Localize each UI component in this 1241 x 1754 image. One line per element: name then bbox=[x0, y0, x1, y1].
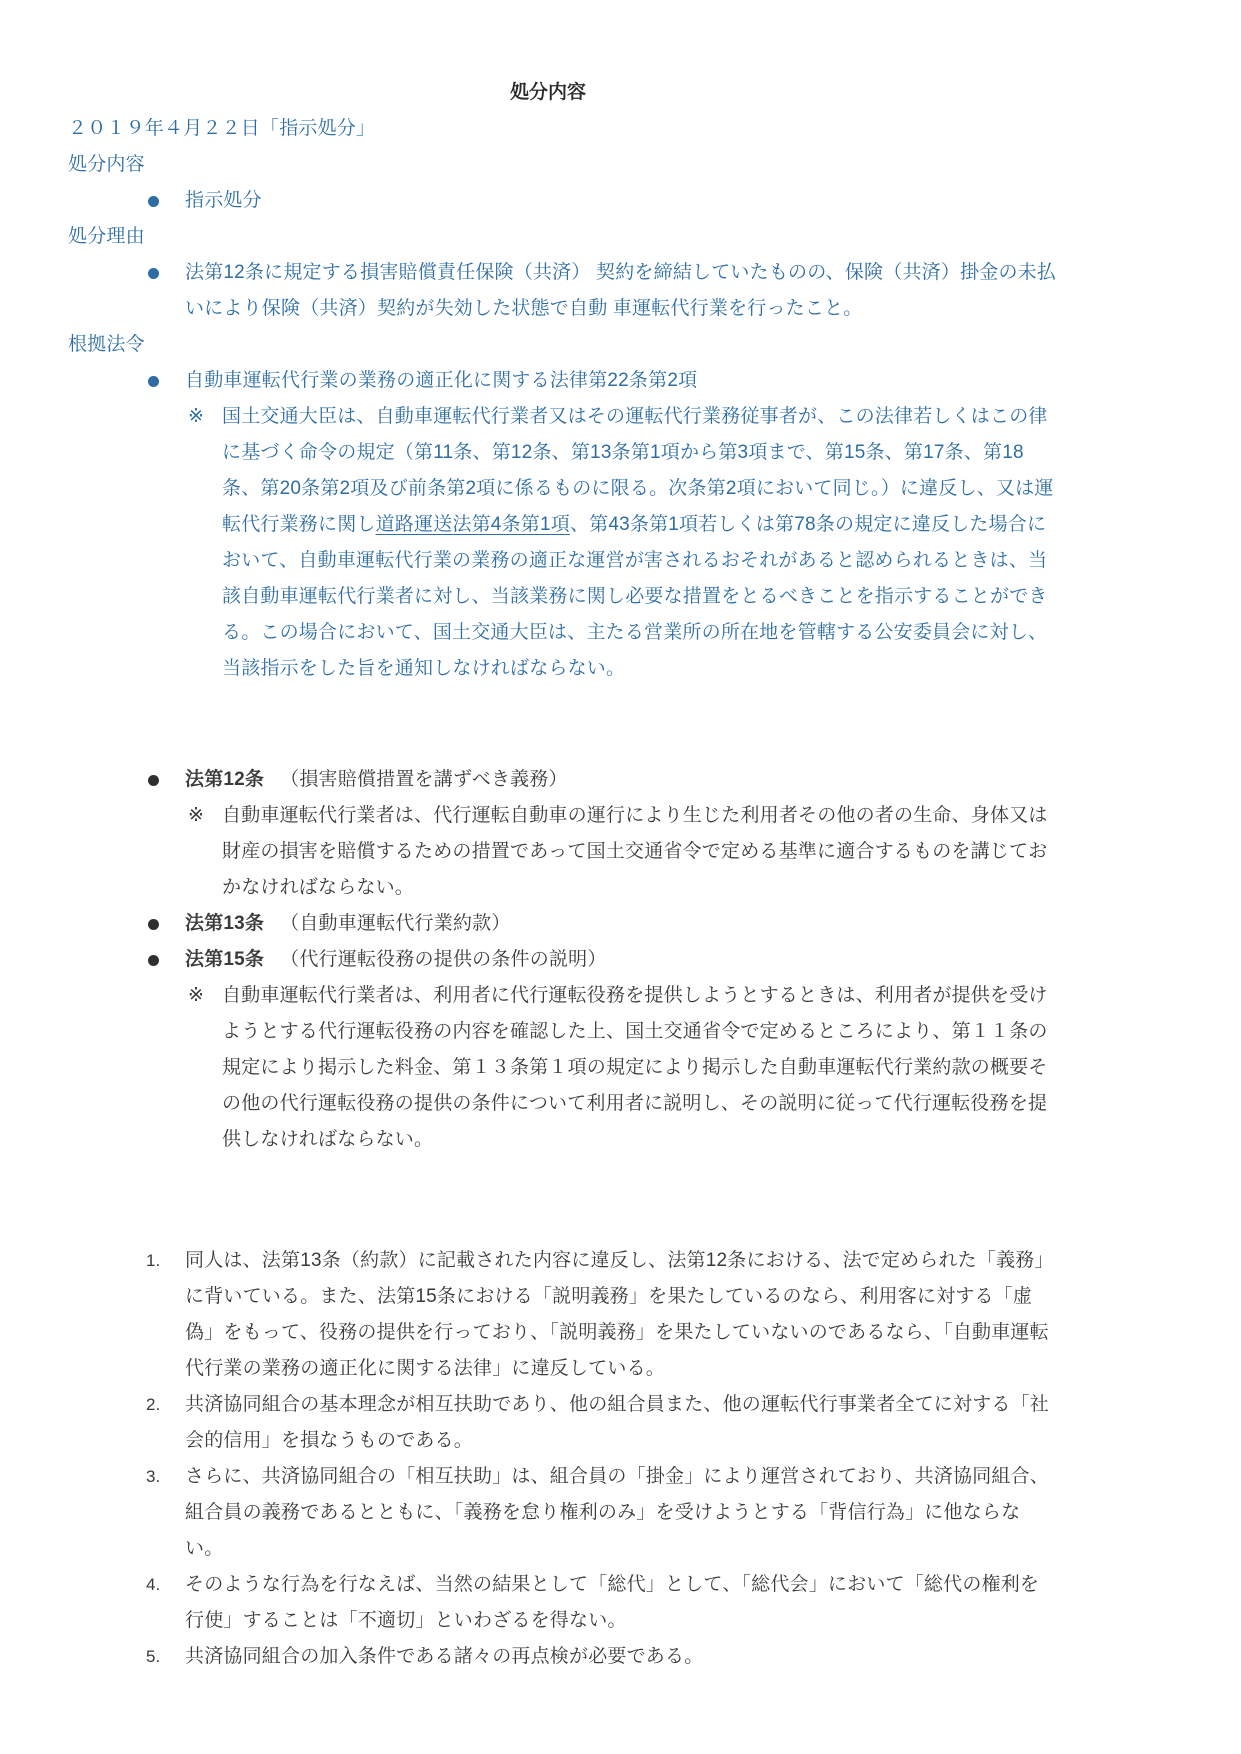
law-item-article12 bbox=[68, 762, 1058, 798]
law-item-text bbox=[185, 762, 568, 798]
list-item bbox=[68, 1387, 1058, 1459]
page-title: 処分内容 bbox=[509, 82, 586, 103]
disposition-reason-item bbox=[68, 255, 1058, 327]
list-item-number: 1. bbox=[146, 1251, 161, 1270]
conclusion-list bbox=[68, 1243, 1058, 1675]
cited-laws-section bbox=[68, 762, 1058, 1158]
section-label-disposition-content: 処分内容 bbox=[68, 154, 145, 175]
list-item-text: さらに、共済協同組合の「相互扶助」は、組合員の「掛金」により運営されており、共済協同組合、組合員の義務であるとともに、「義務を怠り権利のみ」を受けようとする「背信行為」に他ならない。 bbox=[185, 1466, 1050, 1559]
section-label-legal-basis: 根拠法令 bbox=[68, 334, 145, 355]
section-label-disposition-reason: 処分理由 bbox=[68, 226, 145, 247]
law-article12-note-text: 自動車運転代行業者は、代行運転自動車の運行により生じた利用者その他の者の生命、身体又は財産の損害を賠償するための措置であって国土交通省令で定める基準に適合するものを講じておかなければならない。 bbox=[222, 805, 1048, 898]
list-item-number: 5. bbox=[146, 1647, 161, 1666]
list-item bbox=[68, 1639, 1058, 1675]
law-article12-note bbox=[68, 798, 1058, 906]
bullet-icon bbox=[148, 955, 159, 966]
reference-mark-icon: ※ bbox=[188, 985, 204, 1006]
legal-basis-note bbox=[68, 399, 1058, 687]
law-item-text bbox=[185, 906, 511, 942]
bullet-icon bbox=[148, 268, 159, 279]
list-item-number: 2. bbox=[146, 1395, 161, 1414]
date-heading: ２０１９年４月２２日「指示処分」 bbox=[68, 118, 376, 139]
reference-mark-icon: ※ bbox=[188, 406, 204, 427]
list-item bbox=[68, 1459, 1058, 1567]
law-article15-note bbox=[68, 978, 1058, 1158]
law-article-subtitle: （自動車運転代行業約款） bbox=[280, 913, 511, 934]
law-item-article13 bbox=[68, 906, 1058, 942]
reference-mark-icon: ※ bbox=[188, 805, 204, 826]
list-item-number: 4. bbox=[146, 1575, 161, 1594]
underlined-law-reference: 道路運送法第4条第1項 bbox=[375, 514, 570, 535]
disposition-content-item bbox=[68, 183, 1058, 219]
list-item-text: 共済協同組合の基本理念が相互扶助であり、他の組合員また、他の運転代行事業者全てに対する「社会的信用」を損なうものである。 bbox=[185, 1394, 1050, 1451]
bullet-icon bbox=[148, 919, 159, 930]
list-item-number: 3. bbox=[146, 1467, 161, 1486]
law-article-name: 法第15条 bbox=[185, 949, 265, 970]
disposition-content-text: 指示処分 bbox=[185, 190, 262, 211]
bullet-icon bbox=[148, 775, 159, 786]
law-article-subtitle: （代行運転役務の提供の条件の説明） bbox=[280, 949, 607, 970]
law-article-subtitle: （損害賠償措置を講ずべき義務） bbox=[280, 769, 568, 790]
legal-basis-text: 自動車運転代行業の業務の適正化に関する法律第22条第2項 bbox=[185, 370, 698, 391]
note-text-before: 国土交通大臣は、自動車運転代行業者又はその運転代行業務従事者が、この法律若しくはこの律に基づく命令の規定（第11条、第12条、第13条第1項から第3項まで、第15条、第17条、第18条、第20条第2項及び前条第2項に係るものに限る。次条第2項において同じ。）に違反し、又は運転代行業務に関し bbox=[222, 406, 1054, 535]
law-item-article15 bbox=[68, 942, 1058, 978]
disposition-reason-text: 法第12条に規定する損害賠償責任保険（共済） 契約を締結していたものの、保険（共済）掛金の未払いにより保険（共済）契約が失効した状態で自動 車運転代行業を行ったこと。 bbox=[185, 262, 1057, 319]
bullet-icon bbox=[148, 376, 159, 387]
list-item bbox=[68, 1567, 1058, 1639]
legal-basis-item bbox=[68, 363, 1058, 399]
law-article-name: 法第12条 bbox=[185, 769, 265, 790]
legal-basis-note-text bbox=[222, 399, 1058, 687]
list-item-text: 同人は、法第13条（約款）に記載された内容に違反し、法第12条における、法で定められた「義務」に背いている。また、法第15条における「説明義務」を果たしているのなら、利用客に対する「虚偽」をもって、役務の提供を行っており、「説明義務」を果たしていないのであるなら、「自動車運転代行業の業務の適正化に関する法律」に違反している。 bbox=[185, 1250, 1054, 1379]
list-item-text: 共済協同組合の加入条件である諸々の再点検が必要である。 bbox=[185, 1646, 704, 1667]
list-item-text: そのような行為を行なえば、当然の結果として「総代」として、「総代会」において「総代の権利を行使」することは「不適切」といわざるを得ない。 bbox=[185, 1574, 1040, 1631]
list-item bbox=[68, 1243, 1058, 1387]
law-article15-note-text: 自動車運転代行業者は、利用者に代行運転役務を提供しようとするときは、利用者が提供を受けようとする代行運転役務の内容を確認した上、国土交通省令で定めるところにより、第１１条の規定により掲示した料金、第１３条第１項の規定により掲示した自動車運転代行業約款の概要その他の代行運転役務の提供の条件について利用者に説明し、その説明に従って代行運転役務を提供しなければならない。 bbox=[222, 985, 1048, 1150]
note-text-after: 、第43条第1項若しくは第78条の規定に違反した場合において、自動車運転代行業の業務の適正な運営が害されるおそれがあると認められるときは、当該自動車運転代行業者に対し、当該業務に関し必要な措置をとるべきことを指示することができる。この場合において、国土交通大臣は、主たる営業所の所在地を管轄する公安委員会に対し、当該指示をした旨を通知しなければならない。 bbox=[222, 514, 1048, 679]
law-article-name: 法第13条 bbox=[185, 913, 265, 934]
bullet-icon bbox=[148, 196, 159, 207]
law-item-text bbox=[185, 942, 607, 978]
